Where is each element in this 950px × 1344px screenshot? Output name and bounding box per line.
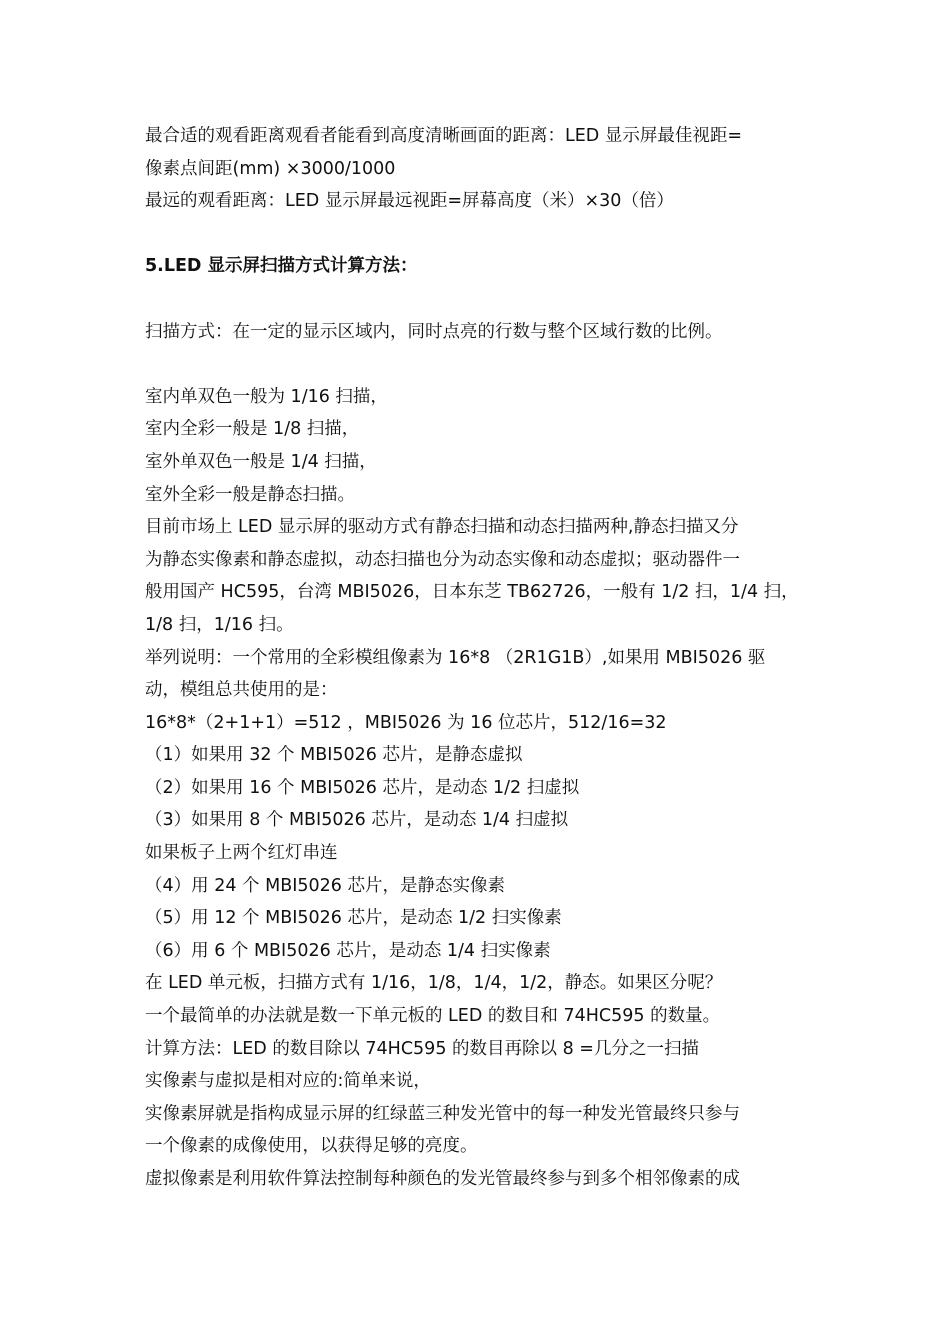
text-line: 室内单双色一般为 1/16 扫描， — [145, 386, 388, 407]
text-line: （6）用 6 个 MBI5026 芯片，是动态 1/4 扫实像素 — [145, 940, 551, 961]
document-body — [145, 120, 825, 1196]
section-heading: 5.LED 显示屏扫描方式计算方法： — [145, 256, 418, 277]
text-line: 在 LED 单元板，扫描方式有 1/16，1/8，1/4，1/2，静态。如果区分呢？ — [145, 973, 723, 994]
text-line: 虚拟像素是利用软件算法控制每种颜色的发光管最终参与到多个相邻像素的成 — [145, 1169, 740, 1189]
text-line: （1）如果用 32 个 MBI5026 芯片，是静态虚拟 — [145, 745, 523, 766]
text-line: 像素点间距(mm) ×3000/1000 — [145, 158, 396, 179]
text-line: （5）用 12 个 MBI5026 芯片，是动态 1/2 扫实像素 — [145, 908, 562, 929]
blank-line — [145, 283, 825, 316]
text-line: （2）如果用 16 个 MBI5026 芯片，是动态 1/2 扫虚拟 — [145, 777, 580, 798]
text-line: 最合适的观看距离观看者能看到高度清晰画面的距离：LED 显示屏最佳视距= — [145, 126, 743, 146]
text-line: 计算方法：LED 的数目除以 74HC595 的数目再除以 8 =几分之一扫描 — [145, 1038, 699, 1059]
text-line: （3）如果用 8 个 MBI5026 芯片，是动态 1/4 扫虚拟 — [145, 810, 569, 831]
text-line: 动，模组总共使用的是： — [145, 680, 338, 701]
text-line: 举列说明：一个常用的全彩模组像素为 16*8 （2R1G1B）,如果用 MBI5026 驱 — [145, 647, 766, 668]
text-line: 室外单双色一般是 1/4 扫描， — [145, 451, 377, 472]
blank-line — [145, 218, 825, 251]
text-line: 扫描方式：在一定的显示区域内，同时点亮的行数与整个区域行数的比例。 — [145, 321, 723, 342]
blank-line — [145, 348, 825, 381]
text-line: 室内全彩一般是 1/8 扫描， — [145, 419, 360, 440]
text-line: 实像素屏就是指构成显示屏的红绿蓝三种发光管中的每一种发光管最终只参与 — [145, 1103, 740, 1124]
text-line: 目前市场上 LED 显示屏的驱动方式有静态扫描和动态扫描两种,静态扫描又分 — [145, 517, 739, 538]
text-line: 为静态实像素和静态虚拟，动态扫描也分为动态实像和动态虚拟；驱动器件一 — [145, 549, 740, 570]
text-line: 最远的观看距离：LED 显示屏最远视距=屏幕高度（米）×30（倍） — [145, 191, 674, 212]
text-line: 一个最简单的办法就是数一下单元板的 LED 的数目和 74HC595 的数量。 — [145, 1006, 721, 1027]
text-line: 室外全彩一般是静态扫描。 — [145, 484, 355, 505]
text-line: 16*8*（2+1+1）=512 ，MBI5026 为 16 位芯片，512/16=32 — [145, 712, 667, 733]
text-line: 1/8 扫，1/16 扫。 — [145, 614, 294, 635]
text-line: 一个像素的成像使用，以获得足够的亮度。 — [145, 1136, 478, 1157]
text-line: 般用国产 HC595，台湾 MBI5026，日本东芝 TB62726，一般有 1/2 扫，1/4 扫， — [145, 582, 799, 603]
text-line: 如果板子上两个红灯串连 — [145, 843, 338, 864]
text-line: （4）用 24 个 MBI5026 芯片，是静态实像素 — [145, 875, 505, 896]
text-line: 实像素与虚拟是相对应的:简单来说， — [145, 1071, 431, 1092]
